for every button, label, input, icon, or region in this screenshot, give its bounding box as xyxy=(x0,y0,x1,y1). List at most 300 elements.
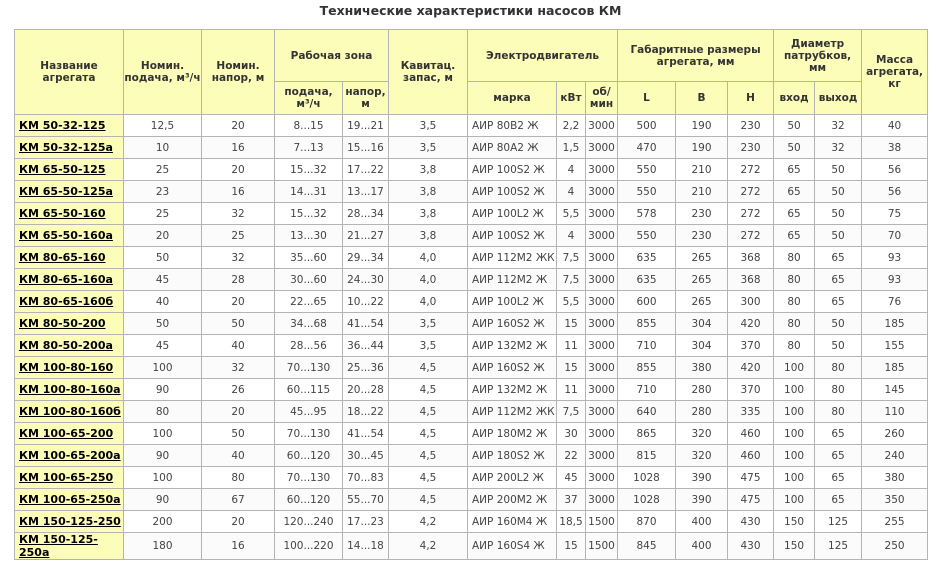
pipe-in-cell: 100 xyxy=(774,379,815,401)
mass-cell: 40 xyxy=(862,115,928,137)
dim-h-cell: 430 xyxy=(728,533,774,560)
table-row xyxy=(15,511,928,533)
motor-kw-cell: 45 xyxy=(557,467,586,489)
dim-l-cell: 855 xyxy=(618,313,676,335)
motor-rpm-cell: 3000 xyxy=(586,115,618,137)
nominal-flow-cell: 12,5 xyxy=(124,115,202,137)
pump-name-link[interactable]: КМ 150-125-250а xyxy=(19,533,98,559)
motor-rpm-cell: 3000 xyxy=(586,291,618,313)
npsh-cell: 3,8 xyxy=(389,203,468,225)
npsh-cell: 3,8 xyxy=(389,181,468,203)
nominal-head-cell: 20 xyxy=(202,511,275,533)
zone-flow-cell: 15...32 xyxy=(275,203,343,225)
mass-cell: 75 xyxy=(862,203,928,225)
pipe-out-cell: 65 xyxy=(815,291,862,313)
nominal-flow-cell: 100 xyxy=(124,467,202,489)
nominal-head-cell: 32 xyxy=(202,247,275,269)
npsh-cell: 4,5 xyxy=(389,401,468,423)
motor-kw-cell: 15 xyxy=(557,313,586,335)
mass-cell: 260 xyxy=(862,423,928,445)
pump-name-link[interactable]: КМ 50-32-125а xyxy=(19,141,113,154)
header-motor-model: марка xyxy=(468,82,557,115)
zone-flow-cell: 60...120 xyxy=(275,489,343,511)
zone-head-cell: 41...54 xyxy=(343,313,389,335)
zone-flow-cell: 100...220 xyxy=(275,533,343,560)
dim-l-cell: 710 xyxy=(618,335,676,357)
motor-kw-cell: 5,5 xyxy=(557,291,586,313)
pipe-out-cell: 50 xyxy=(815,159,862,181)
motor-model-cell: АИР 200L2 Ж xyxy=(468,467,557,489)
npsh-cell: 4,5 xyxy=(389,445,468,467)
pipe-in-cell: 50 xyxy=(774,137,815,159)
dim-h-cell: 230 xyxy=(728,115,774,137)
pipe-out-cell: 65 xyxy=(815,247,862,269)
motor-kw-cell: 18,5 xyxy=(557,511,586,533)
header-head: Номин. напор, м xyxy=(202,30,275,115)
npsh-cell: 4,5 xyxy=(389,423,468,445)
zone-head-cell: 20...28 xyxy=(343,379,389,401)
mass-cell: 350 xyxy=(862,489,928,511)
dim-b-cell: 400 xyxy=(676,511,728,533)
motor-model-cell: АИР 160S2 Ж xyxy=(468,357,557,379)
motor-model-cell: АИР 160М4 Ж xyxy=(468,511,557,533)
zone-head-cell: 36...44 xyxy=(343,335,389,357)
motor-rpm-cell: 3000 xyxy=(586,269,618,291)
dim-b-cell: 280 xyxy=(676,401,728,423)
pump-name-link[interactable]: КМ 100-65-250а xyxy=(19,493,121,506)
table-row xyxy=(15,379,928,401)
motor-rpm-cell: 3000 xyxy=(586,313,618,335)
motor-kw-cell: 2,2 xyxy=(557,115,586,137)
motor-rpm-cell: 3000 xyxy=(586,159,618,181)
nominal-flow-cell: 10 xyxy=(124,137,202,159)
pump-name-link[interactable]: КМ 65-50-160а xyxy=(19,229,113,242)
zone-head-cell: 17...22 xyxy=(343,159,389,181)
table-body xyxy=(15,115,928,560)
pipe-out-cell: 80 xyxy=(815,401,862,423)
dim-l-cell: 845 xyxy=(618,533,676,560)
pump-name-cell xyxy=(15,247,124,269)
zone-head-cell: 24...30 xyxy=(343,269,389,291)
zone-head-cell: 41...54 xyxy=(343,423,389,445)
header-npsh: Кавитац. запас, м xyxy=(389,30,468,115)
zone-flow-cell: 120...240 xyxy=(275,511,343,533)
dim-b-cell: 265 xyxy=(676,247,728,269)
nominal-flow-cell: 45 xyxy=(124,269,202,291)
dim-b-cell: 190 xyxy=(676,115,728,137)
zone-flow-cell: 35...60 xyxy=(275,247,343,269)
nominal-flow-cell: 25 xyxy=(124,159,202,181)
nominal-flow-cell: 100 xyxy=(124,423,202,445)
pipe-out-cell: 32 xyxy=(815,115,862,137)
pump-name-link[interactable]: КМ 100-80-160б xyxy=(19,405,121,418)
dim-l-cell: 865 xyxy=(618,423,676,445)
pipe-out-cell: 65 xyxy=(815,489,862,511)
nominal-head-cell: 28 xyxy=(202,269,275,291)
motor-model-cell: АИР 100S2 Ж xyxy=(468,159,557,181)
pump-name-link[interactable]: КМ 150-125-250 xyxy=(19,515,121,528)
header-dim-h: H xyxy=(728,82,774,115)
nominal-head-cell: 25 xyxy=(202,225,275,247)
pipe-out-cell: 50 xyxy=(815,225,862,247)
motor-model-cell: АИР 200М2 Ж xyxy=(468,489,557,511)
nominal-head-cell: 16 xyxy=(202,181,275,203)
header-motor: Электродвигатель xyxy=(468,30,618,82)
motor-model-cell: АИР 160S4 Ж xyxy=(468,533,557,560)
nominal-head-cell: 20 xyxy=(202,401,275,423)
pipe-in-cell: 80 xyxy=(774,335,815,357)
dim-l-cell: 855 xyxy=(618,357,676,379)
pump-name-cell xyxy=(15,159,124,181)
nominal-head-cell: 50 xyxy=(202,423,275,445)
pump-name-cell xyxy=(15,533,124,560)
dim-l-cell: 635 xyxy=(618,269,676,291)
motor-model-cell: АИР 100L2 Ж xyxy=(468,291,557,313)
table-row xyxy=(15,533,928,560)
pump-name-cell xyxy=(15,379,124,401)
zone-head-cell: 18...22 xyxy=(343,401,389,423)
pipe-in-cell: 65 xyxy=(774,203,815,225)
zone-flow-cell: 13...30 xyxy=(275,225,343,247)
dim-b-cell: 390 xyxy=(676,489,728,511)
motor-rpm-cell: 3000 xyxy=(586,401,618,423)
motor-rpm-cell: 3000 xyxy=(586,181,618,203)
motor-rpm-cell: 3000 xyxy=(586,203,618,225)
header-working-zone: Рабочая зона xyxy=(275,30,389,82)
pump-name-cell xyxy=(15,445,124,467)
nominal-flow-cell: 25 xyxy=(124,203,202,225)
pump-name-cell xyxy=(15,335,124,357)
dim-l-cell: 815 xyxy=(618,445,676,467)
dim-h-cell: 272 xyxy=(728,159,774,181)
mass-cell: 255 xyxy=(862,511,928,533)
pipe-in-cell: 80 xyxy=(774,313,815,335)
header-pipe-in: вход xyxy=(774,82,815,115)
pipe-out-cell: 80 xyxy=(815,379,862,401)
zone-head-cell: 10...22 xyxy=(343,291,389,313)
motor-model-cell: АИР 180М2 Ж xyxy=(468,423,557,445)
pump-name-cell xyxy=(15,291,124,313)
zone-flow-cell: 60...115 xyxy=(275,379,343,401)
header-zone-head: напор, м xyxy=(343,82,389,115)
header-zone-flow: подача, м³/ч xyxy=(275,82,343,115)
mass-cell: 240 xyxy=(862,445,928,467)
nominal-flow-cell: 90 xyxy=(124,489,202,511)
nominal-head-cell: 26 xyxy=(202,379,275,401)
dim-b-cell: 210 xyxy=(676,159,728,181)
dim-b-cell: 390 xyxy=(676,467,728,489)
dim-b-cell: 265 xyxy=(676,291,728,313)
dim-b-cell: 400 xyxy=(676,533,728,560)
pump-name-link[interactable]: КМ 100-65-200 xyxy=(19,427,114,440)
mass-cell: 185 xyxy=(862,313,928,335)
motor-kw-cell: 22 xyxy=(557,445,586,467)
table-row xyxy=(15,357,928,379)
nominal-head-cell: 32 xyxy=(202,357,275,379)
npsh-cell: 4,5 xyxy=(389,357,468,379)
table-row xyxy=(15,335,928,357)
zone-flow-cell: 34...68 xyxy=(275,313,343,335)
npsh-cell: 3,5 xyxy=(389,137,468,159)
mass-cell: 250 xyxy=(862,533,928,560)
dim-h-cell: 368 xyxy=(728,269,774,291)
pump-name-link[interactable]: КМ 100-80-160 xyxy=(19,361,114,374)
dim-h-cell: 335 xyxy=(728,401,774,423)
table-row xyxy=(15,291,928,313)
motor-rpm-cell: 3000 xyxy=(586,489,618,511)
zone-flow-cell: 22...65 xyxy=(275,291,343,313)
pipe-out-cell: 65 xyxy=(815,467,862,489)
zone-head-cell: 70...83 xyxy=(343,467,389,489)
zone-head-cell: 15...16 xyxy=(343,137,389,159)
motor-kw-cell: 11 xyxy=(557,379,586,401)
zone-flow-cell: 7...13 xyxy=(275,137,343,159)
npsh-cell: 3,5 xyxy=(389,115,468,137)
motor-kw-cell: 4 xyxy=(557,225,586,247)
dim-h-cell: 300 xyxy=(728,291,774,313)
nominal-flow-cell: 80 xyxy=(124,401,202,423)
zone-head-cell: 25...36 xyxy=(343,357,389,379)
dim-l-cell: 870 xyxy=(618,511,676,533)
pipe-in-cell: 65 xyxy=(774,181,815,203)
dim-l-cell: 550 xyxy=(618,225,676,247)
dim-b-cell: 230 xyxy=(676,203,728,225)
zone-flow-cell: 45...95 xyxy=(275,401,343,423)
table-row xyxy=(15,423,928,445)
nominal-flow-cell: 45 xyxy=(124,335,202,357)
pipe-in-cell: 100 xyxy=(774,401,815,423)
dim-b-cell: 320 xyxy=(676,423,728,445)
npsh-cell: 4,0 xyxy=(389,291,468,313)
mass-cell: 110 xyxy=(862,401,928,423)
nominal-head-cell: 67 xyxy=(202,489,275,511)
pipe-in-cell: 65 xyxy=(774,225,815,247)
pipe-in-cell: 80 xyxy=(774,291,815,313)
pump-name-link[interactable]: КМ 80-65-160 xyxy=(19,251,106,264)
nominal-flow-cell: 50 xyxy=(124,313,202,335)
dim-h-cell: 368 xyxy=(728,247,774,269)
motor-rpm-cell: 3000 xyxy=(586,423,618,445)
pipe-out-cell: 80 xyxy=(815,357,862,379)
nominal-flow-cell: 180 xyxy=(124,533,202,560)
motor-kw-cell: 15 xyxy=(557,533,586,560)
motor-kw-cell: 30 xyxy=(557,423,586,445)
table-row xyxy=(15,269,928,291)
pipe-in-cell: 150 xyxy=(774,511,815,533)
nominal-flow-cell: 50 xyxy=(124,247,202,269)
header-motor-kw: кВт xyxy=(557,82,586,115)
pipe-in-cell: 150 xyxy=(774,533,815,560)
pipe-out-cell: 65 xyxy=(815,445,862,467)
header-motor-rpm: об/ мин xyxy=(586,82,618,115)
motor-rpm-cell: 3000 xyxy=(586,137,618,159)
table-row xyxy=(15,467,928,489)
zone-head-cell: 28...34 xyxy=(343,203,389,225)
nominal-head-cell: 20 xyxy=(202,159,275,181)
dim-b-cell: 304 xyxy=(676,335,728,357)
dim-h-cell: 272 xyxy=(728,225,774,247)
motor-kw-cell: 7,5 xyxy=(557,269,586,291)
motor-model-cell: АИР 180S2 Ж xyxy=(468,445,557,467)
table-header xyxy=(15,30,928,115)
dim-l-cell: 550 xyxy=(618,181,676,203)
dim-b-cell: 280 xyxy=(676,379,728,401)
pipe-out-cell: 125 xyxy=(815,511,862,533)
zone-flow-cell: 8...15 xyxy=(275,115,343,137)
pump-name-cell xyxy=(15,203,124,225)
pipe-in-cell: 80 xyxy=(774,269,815,291)
dim-h-cell: 370 xyxy=(728,335,774,357)
pump-name-link[interactable]: КМ 80-50-200 xyxy=(19,317,106,330)
zone-head-cell: 55...70 xyxy=(343,489,389,511)
pump-name-cell xyxy=(15,137,124,159)
pump-name-cell xyxy=(15,269,124,291)
motor-rpm-cell: 1500 xyxy=(586,533,618,560)
header-pipes: Диаметр патрубков, мм xyxy=(774,30,862,82)
dim-l-cell: 1028 xyxy=(618,467,676,489)
pump-name-link[interactable]: КМ 65-50-125 xyxy=(19,163,106,176)
mass-cell: 185 xyxy=(862,357,928,379)
table-row xyxy=(15,401,928,423)
pump-name-link[interactable]: КМ 50-32-125 xyxy=(19,119,106,132)
pump-name-link[interactable]: КМ 80-65-160б xyxy=(19,295,114,308)
pipe-in-cell: 100 xyxy=(774,423,815,445)
npsh-cell: 3,8 xyxy=(389,225,468,247)
pump-name-link[interactable]: КМ 100-65-250 xyxy=(19,471,114,484)
table-row xyxy=(15,225,928,247)
nominal-flow-cell: 200 xyxy=(124,511,202,533)
zone-head-cell: 29...34 xyxy=(343,247,389,269)
pipe-out-cell: 65 xyxy=(815,269,862,291)
npsh-cell: 4,2 xyxy=(389,533,468,560)
motor-kw-cell: 4 xyxy=(557,181,586,203)
nominal-head-cell: 16 xyxy=(202,533,275,560)
motor-kw-cell: 7,5 xyxy=(557,401,586,423)
motor-model-cell: АИР 112М2 ЖК xyxy=(468,247,557,269)
pump-name-link[interactable]: КМ 80-50-200а xyxy=(19,339,113,352)
zone-flow-cell: 70...130 xyxy=(275,423,343,445)
zone-flow-cell: 14...31 xyxy=(275,181,343,203)
nominal-head-cell: 16 xyxy=(202,137,275,159)
dim-l-cell: 640 xyxy=(618,401,676,423)
motor-model-cell: АИР 80А2 Ж xyxy=(468,137,557,159)
pump-name-link[interactable]: КМ 65-50-125а xyxy=(19,185,113,198)
table-row xyxy=(15,181,928,203)
pump-name-cell xyxy=(15,467,124,489)
pipe-in-cell: 65 xyxy=(774,159,815,181)
dim-h-cell: 370 xyxy=(728,379,774,401)
pump-name-link[interactable]: КМ 100-80-160а xyxy=(19,383,121,396)
pump-name-cell xyxy=(15,225,124,247)
nominal-flow-cell: 20 xyxy=(124,225,202,247)
dim-l-cell: 600 xyxy=(618,291,676,313)
table-row xyxy=(15,203,928,225)
dim-h-cell: 475 xyxy=(728,489,774,511)
dim-h-cell: 272 xyxy=(728,203,774,225)
dim-b-cell: 320 xyxy=(676,445,728,467)
mass-cell: 56 xyxy=(862,159,928,181)
dim-l-cell: 1028 xyxy=(618,489,676,511)
motor-model-cell: АИР 100L2 Ж xyxy=(468,203,557,225)
pipe-out-cell: 125 xyxy=(815,533,862,560)
pipe-in-cell: 50 xyxy=(774,115,815,137)
pipe-in-cell: 80 xyxy=(774,247,815,269)
dim-h-cell: 475 xyxy=(728,467,774,489)
npsh-cell: 4,5 xyxy=(389,467,468,489)
dim-h-cell: 420 xyxy=(728,357,774,379)
pipe-out-cell: 50 xyxy=(815,335,862,357)
dim-h-cell: 460 xyxy=(728,423,774,445)
pump-name-link[interactable]: КМ 80-65-160а xyxy=(19,273,113,286)
motor-rpm-cell: 3000 xyxy=(586,225,618,247)
mass-cell: 70 xyxy=(862,225,928,247)
zone-flow-cell: 70...130 xyxy=(275,467,343,489)
nominal-flow-cell: 40 xyxy=(124,291,202,313)
motor-rpm-cell: 3000 xyxy=(586,445,618,467)
dim-b-cell: 230 xyxy=(676,225,728,247)
motor-model-cell: АИР 112М2 Ж xyxy=(468,269,557,291)
pump-name-cell xyxy=(15,313,124,335)
mass-cell: 56 xyxy=(862,181,928,203)
npsh-cell: 3,8 xyxy=(389,159,468,181)
mass-cell: 380 xyxy=(862,467,928,489)
nominal-head-cell: 40 xyxy=(202,335,275,357)
motor-kw-cell: 1,5 xyxy=(557,137,586,159)
dim-h-cell: 430 xyxy=(728,511,774,533)
zone-flow-cell: 15...32 xyxy=(275,159,343,181)
pipe-out-cell: 65 xyxy=(815,423,862,445)
motor-rpm-cell: 3000 xyxy=(586,379,618,401)
npsh-cell: 4,2 xyxy=(389,511,468,533)
nominal-head-cell: 20 xyxy=(202,115,275,137)
mass-cell: 93 xyxy=(862,269,928,291)
motor-kw-cell: 4 xyxy=(557,159,586,181)
motor-model-cell: АИР 112М2 ЖК xyxy=(468,401,557,423)
table-row xyxy=(15,313,928,335)
motor-model-cell: АИР 132М2 Ж xyxy=(468,335,557,357)
dim-l-cell: 710 xyxy=(618,379,676,401)
specifications-table xyxy=(14,29,928,560)
header-flow: Номин. подача, м³/ч xyxy=(124,30,202,115)
header-pipe-out: выход xyxy=(815,82,862,115)
motor-kw-cell: 37 xyxy=(557,489,586,511)
table-row xyxy=(15,247,928,269)
motor-kw-cell: 7,5 xyxy=(557,247,586,269)
dim-l-cell: 635 xyxy=(618,247,676,269)
nominal-head-cell: 50 xyxy=(202,313,275,335)
pump-name-link[interactable]: КМ 65-50-160 xyxy=(19,207,106,220)
header-dim-l: L xyxy=(618,82,676,115)
mass-cell: 93 xyxy=(862,247,928,269)
table-row xyxy=(15,159,928,181)
nominal-head-cell: 32 xyxy=(202,203,275,225)
table-row xyxy=(15,445,928,467)
mass-cell: 38 xyxy=(862,137,928,159)
motor-model-cell: АИР 160S2 Ж xyxy=(468,313,557,335)
pipe-in-cell: 100 xyxy=(774,357,815,379)
dim-h-cell: 460 xyxy=(728,445,774,467)
motor-model-cell: АИР 132М2 Ж xyxy=(468,379,557,401)
pump-name-cell xyxy=(15,423,124,445)
npsh-cell: 4,0 xyxy=(389,247,468,269)
header-name: Название агрегата xyxy=(15,30,124,115)
pump-name-link[interactable]: КМ 100-65-200а xyxy=(19,449,121,462)
zone-head-cell: 30...45 xyxy=(343,445,389,467)
pipe-out-cell: 50 xyxy=(815,181,862,203)
zone-head-cell: 13...17 xyxy=(343,181,389,203)
nominal-flow-cell: 90 xyxy=(124,379,202,401)
pipe-out-cell: 50 xyxy=(815,203,862,225)
